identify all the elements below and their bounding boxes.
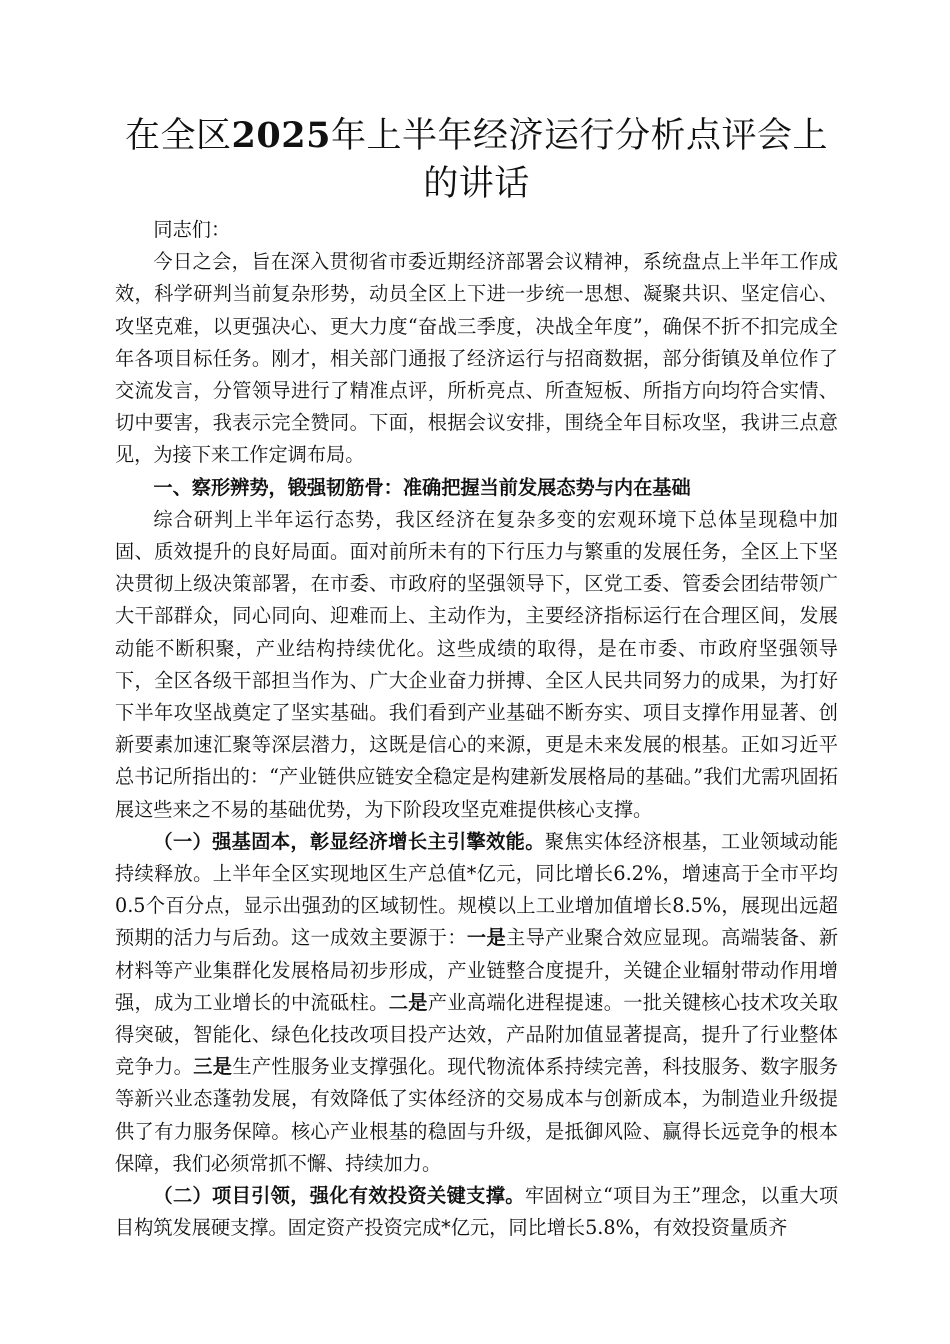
title-suffix: 年上半年经济运行分析点评会上的讲话 <box>330 116 828 204</box>
section-1-heading: 一、察形辨势，锻强韧筋骨：准确把握当前发展态势与内在基础 <box>153 475 691 499</box>
subsection-1-lead: （一）强基固本，彰显经济增长主引擎效能。 <box>153 829 545 853</box>
subsection-1-text-2: 主导产业聚合效应显现。高端装备、新材料等产业集群化发展格局初步形成，产业链整合度提升，关键企业辐射带动作用增强，成为工业增长的中流砥柱。 <box>115 926 839 1014</box>
subsection-1-text-3: 产业高端化进程提速。一批关键核心技术攻关取得突破，智能化、绿色化技改项目投产达效，产品附加值显著提高，提升了行业整体竞争力。 <box>115 990 839 1079</box>
marker-first: 一是 <box>466 926 507 950</box>
intro-paragraph: 今日之会，旨在深入贯彻省市委近期经济部署会议精神，系统盘点上半年工作成效，科学研判当前复杂形势，动员全区上下进一步统一思想、凝聚共识、坚定信心、攻坚克难，以更强决心、更大力度“奋战三季度，决战全年度”，确保不折不扣完成全年各项目标任务。刚才，相关部门通报了经济运行与招商数据，部分街镇及单位作了交流发言，分管领导进行了精准点评，所析亮点、所查短板、所指方向均符合实情、切中要害，我表示完全赞同。下面，根据会议安排，围绕全年目标攻坚，我讲三点意见，为接下来工作定调布局。 <box>115 250 838 467</box>
title-year: 2025 <box>231 115 331 156</box>
marker-second: 二是 <box>388 990 428 1014</box>
salutation: 同志们： <box>153 218 231 241</box>
subsection-2-text: 牢固树立“项目为王”理念，以重大项目构筑发展硬支撑。固定资产投资完成*亿元，同比增长5.8%，有效投资量质齐 <box>115 1184 839 1240</box>
subsection-2-lead: （二）项目引领，强化有效投资关键支撑。 <box>153 1184 525 1208</box>
marker-third: 三是 <box>193 1055 233 1079</box>
subsection-1-text-4: 生产性服务业支撑强化。现代物流体系持续完善，科技服务、数字服务等新兴业态蓬勃发展，有效降低了实体经济的交易成本与创新成本，为制造业升级提供了有力服务保障。核心产业根基的稳固与升级，是抵御风险、赢得长远竞争的根本保障，我们必须常抓不懈、持续加力。 <box>115 1055 839 1175</box>
title-prefix: 在全区 <box>125 116 232 156</box>
section-1-paragraph: 综合研判上半年运行态势，我区经济在复杂多变的宏观环境下总体呈现稳中加固、质效提升的良好局面。面对前所未有的下行压力与繁重的发展任务，全区上下坚决贯彻上级决策部署，在市委、市政府的坚强领导下，区党工委、管委会团结带领广大干部群众，同心同向、迎难而上、主动作为，主要经济指标运行在合理区间，发展动能不断积聚，产业结构持续优化。这些成绩的取得，是在市委、市政府坚强领导下，全区各级干部担当作为、广大企业奋力拼搏、全区人民共同努力的成果，为打好下半年攻坚战奠定了坚实基础。我们看到产业基础不断夯实、项目支撑作用显著、创新要素加速汇聚等深层潜力，这既是信心的来源，更是未来发展的根基。正如习近平总书记所指出的：“产业链供应链安全稳定是构建新发展格局的基础。”我们尤需巩固拓展这些来之不易的基础优势，为下阶段攻坚克难提供核心支撑。 <box>115 507 838 821</box>
document-title <box>115 112 838 208</box>
subsection-1-text-1: 聚焦实体经济根基，工业领域动能持续释放。上半年全区实现地区生产总值*亿元，同比增长6.2%，增速高于全市平均0.5个百分点，显示出强劲的区域韧性。规模以上工业增加值增长8.5%，展现出远超预期的活力与后劲。这一成效主要源于： <box>115 829 839 950</box>
subsection-2-paragraph <box>115 1180 838 1244</box>
subsection-1-paragraph <box>115 826 838 1180</box>
